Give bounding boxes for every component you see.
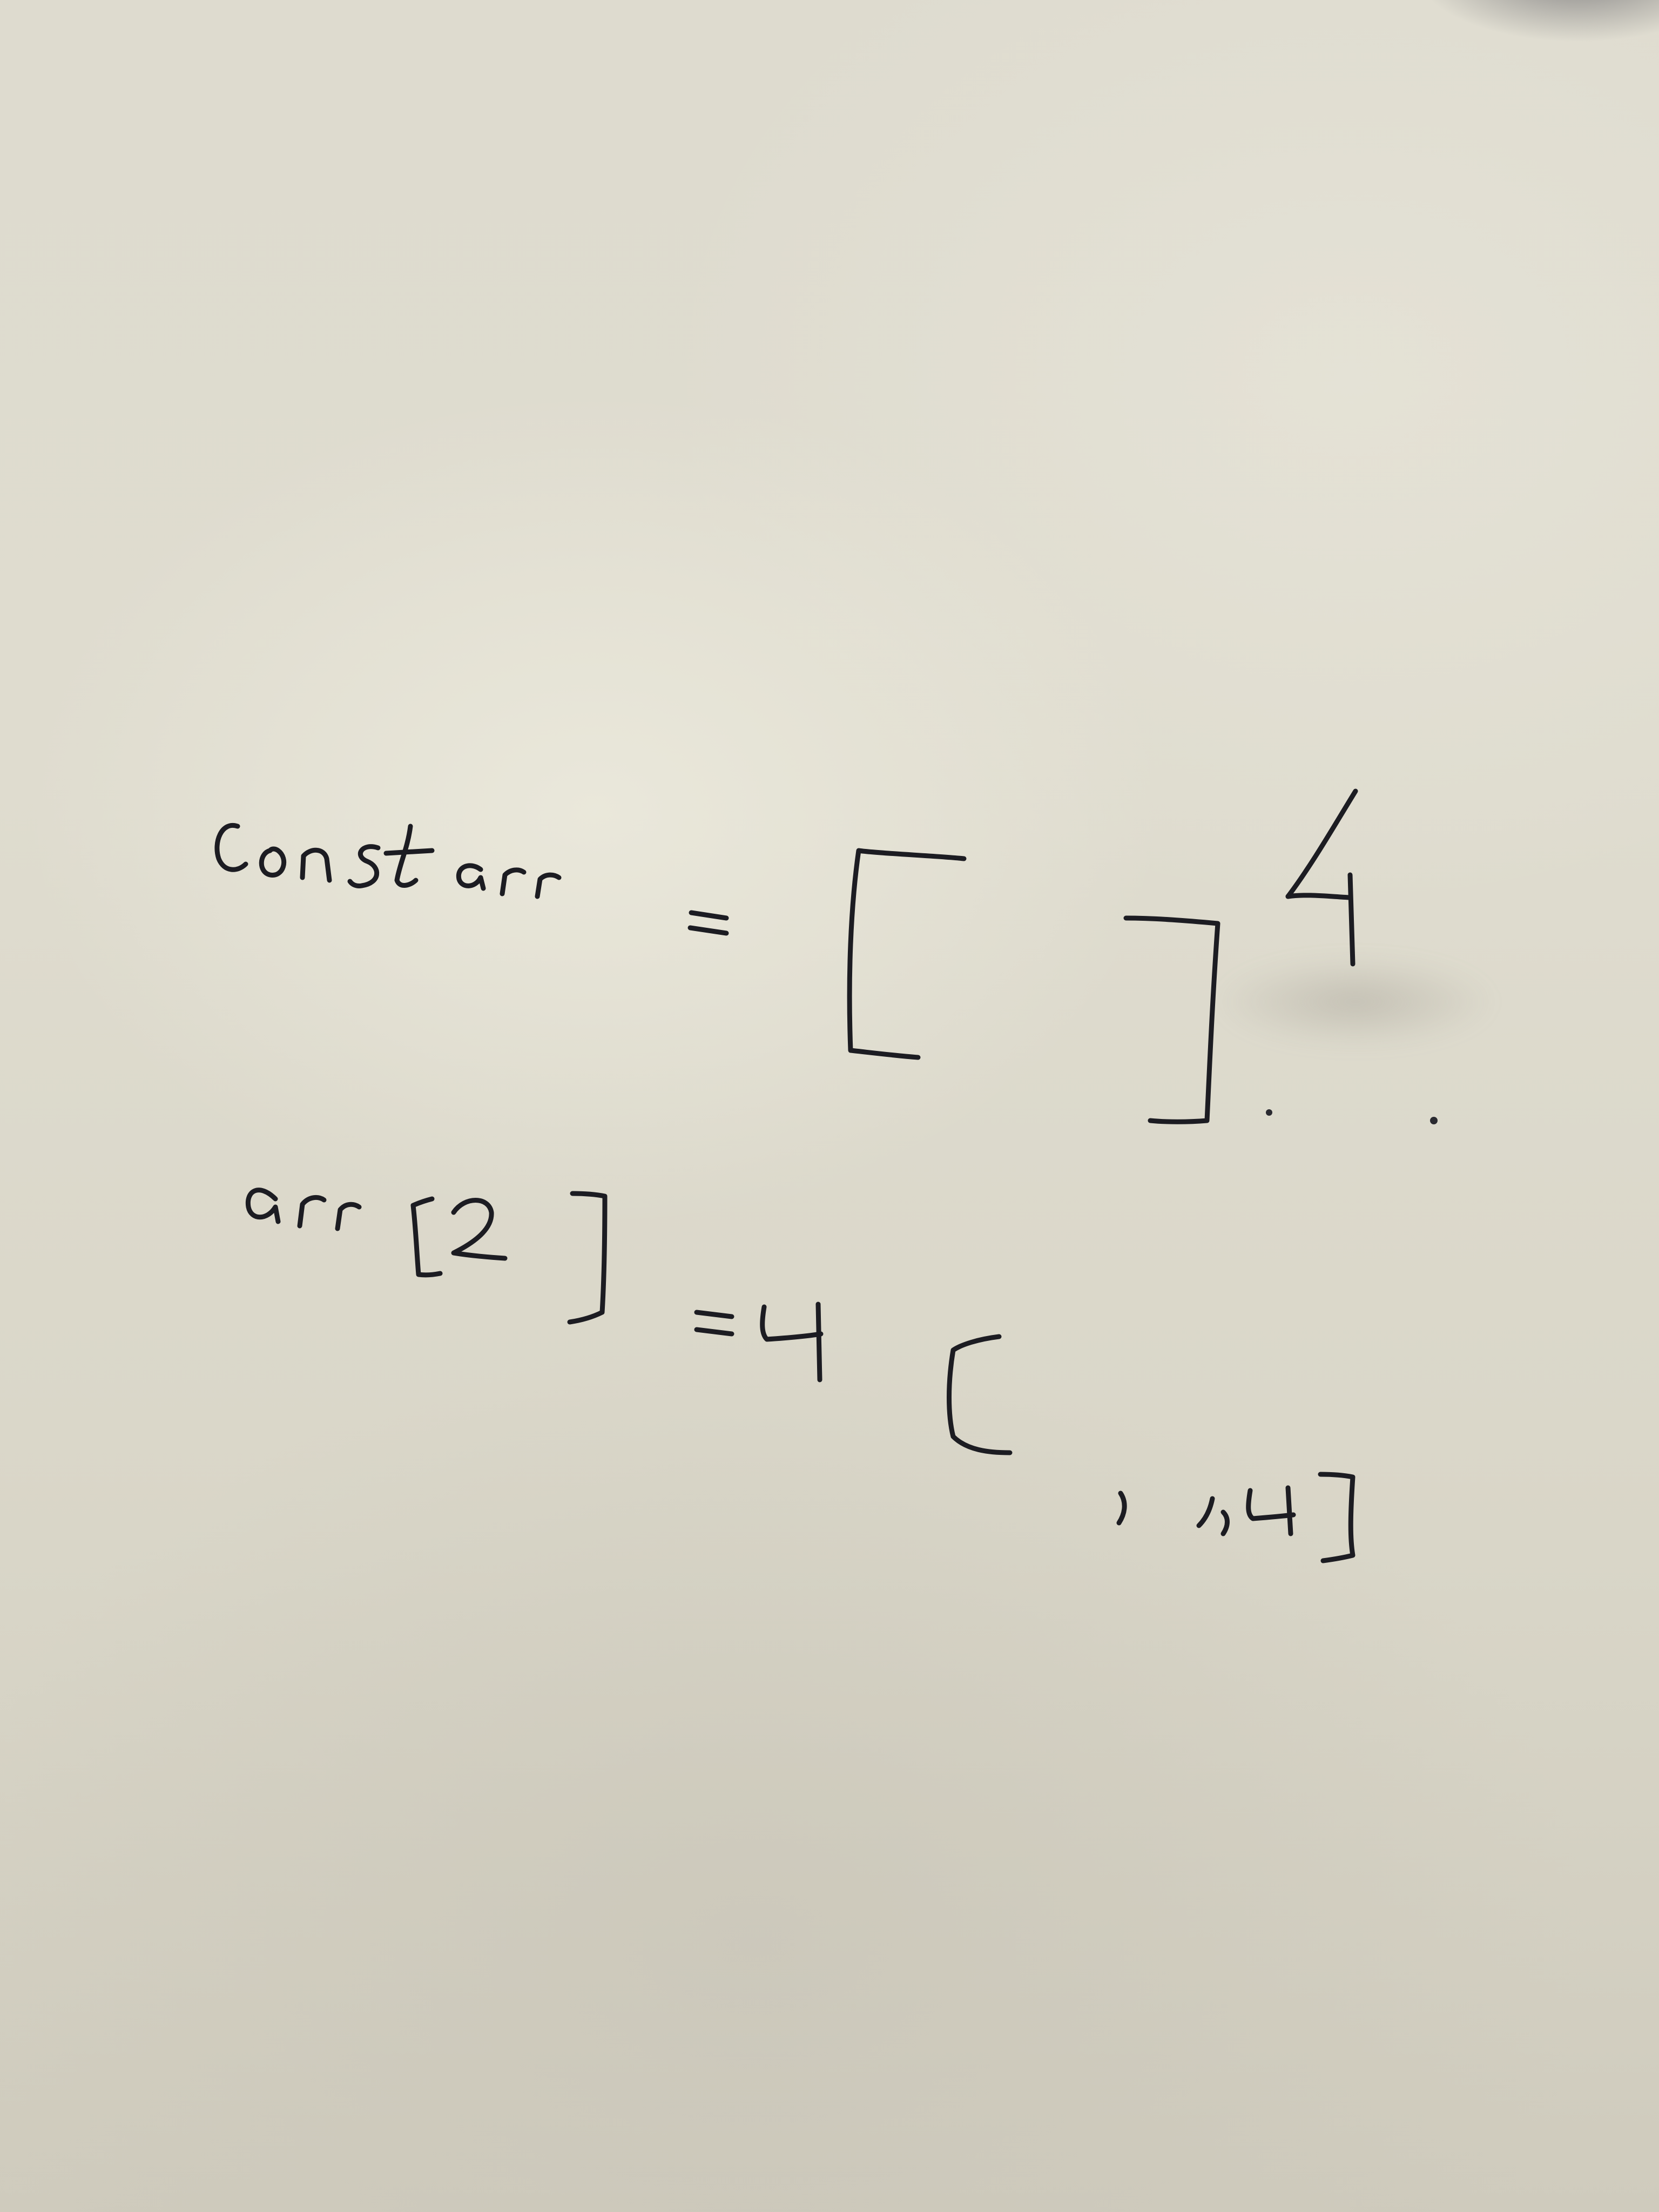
handwritten-line-arr-index (248, 1190, 821, 1380)
ink-dot (1430, 1117, 1438, 1124)
handwritten-line-array-result (949, 1337, 1353, 1561)
ink-dot (1266, 1109, 1272, 1116)
handwritten-line-const-arr (217, 791, 1438, 1124)
